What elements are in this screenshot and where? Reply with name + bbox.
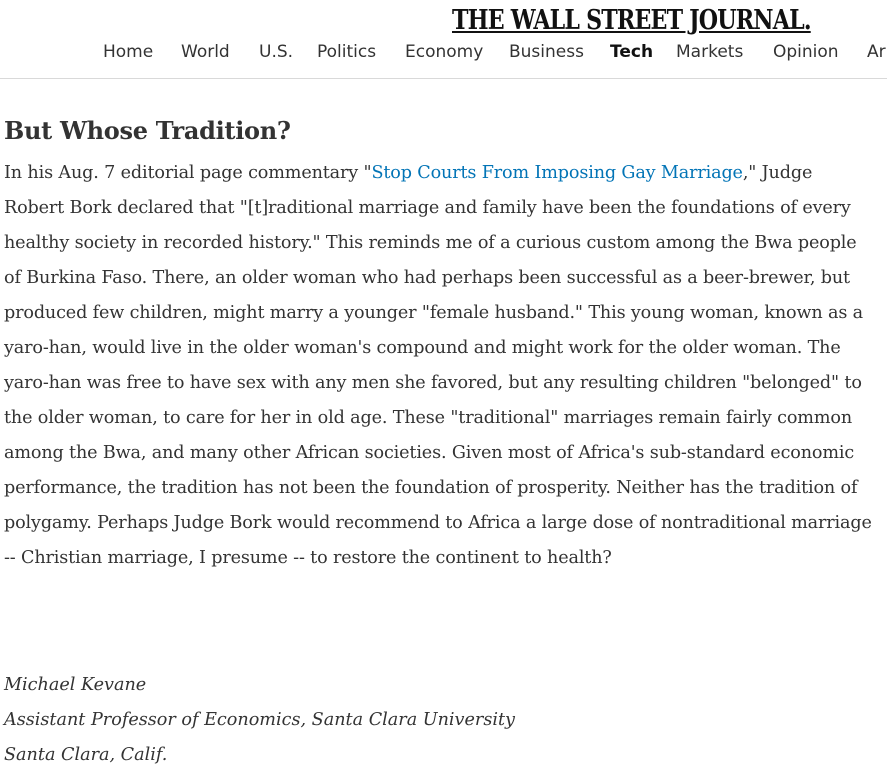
nav-item-economy[interactable]: Economy <box>405 42 484 62</box>
signature-name: Michael Kevane <box>4 675 147 695</box>
nav-item-world[interactable]: World <box>181 42 230 62</box>
main-nav <box>0 42 887 72</box>
nav-item-us[interactable]: U.S. <box>259 42 294 62</box>
signature-title: Assistant Professor of Economics, Santa Clara University <box>4 710 515 730</box>
signature-location: Santa Clara, Calif. <box>4 745 168 765</box>
signature-block <box>4 668 515 773</box>
article-body <box>4 156 874 576</box>
body-text-intro: In his Aug. 7 editorial page commentary " <box>4 163 372 183</box>
masthead-logo[interactable]: THE WALL STREET JOURNAL. <box>452 5 811 36</box>
nav-item-markets[interactable]: Markets <box>676 42 744 62</box>
article-headline: But Whose Tradition? <box>4 116 291 145</box>
body-text-main: ," Judge Robert Bork declared that "[t]raditional marriage and family have been the foundations of every healthy society in recorded history." This reminds me of a curious custom among the Bwa people of Burkina Faso. There, an older woman who had perhaps been successful as a beer-brewer, but produced few children, might marry a younger "female husband." This young woman, known as a yaro-han, would live in the older woman's compound and might work for the older woman. The yaro-han was free to have sex with any men she favored, but any resulting children "belonged" to the older woman, to care for her in old age. These "traditional" marriages remain fairly common among the Bwa, and many other African societies. Given most of Africa's sub-standard economic performance, the tradition has not been the foundation of prosperity. Neither has the tradition of polygamy. Perhaps Judge Bork would recommend to Africa a large dose of nontraditional marriage -- Christian marriage, I presume -- to restore the continent to health? <box>4 163 872 568</box>
nav-item-politics[interactable]: Politics <box>317 42 377 62</box>
site-header <box>0 0 887 79</box>
nav-item-opinion[interactable]: Opinion <box>773 42 839 62</box>
nav-item-tech[interactable]: Tech <box>610 42 654 62</box>
article-link[interactable]: Stop Courts From Imposing Gay Marriage <box>371 163 743 183</box>
nav-item-arts[interactable]: Ar <box>867 42 886 62</box>
nav-item-business[interactable]: Business <box>509 42 584 62</box>
nav-item-home[interactable]: Home <box>103 42 154 62</box>
